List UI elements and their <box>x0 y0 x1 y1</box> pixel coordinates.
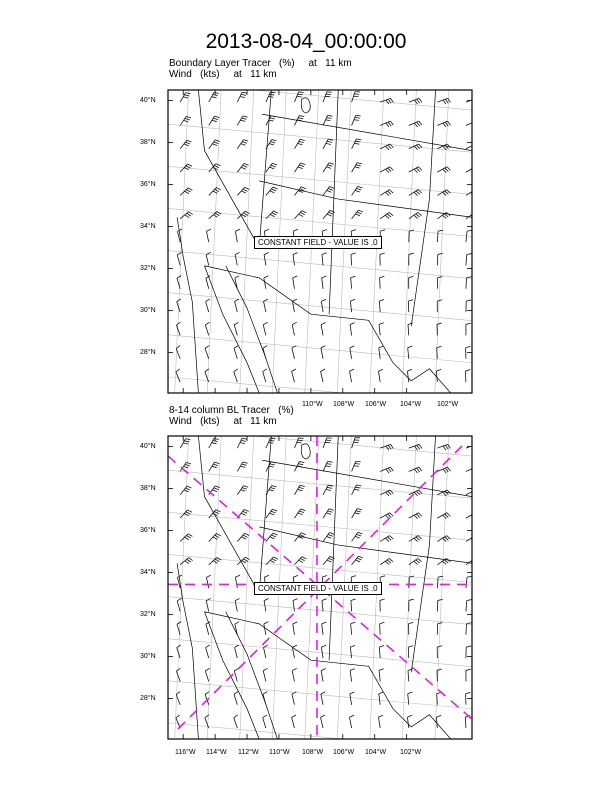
wind-barb <box>323 533 334 542</box>
wind-barb <box>264 299 268 312</box>
wind-barb <box>292 668 296 681</box>
wind-barb <box>380 253 385 265</box>
wind-barb <box>294 438 303 448</box>
wind-barb <box>323 509 334 518</box>
wind-barb <box>266 187 278 195</box>
panel2-lat-label: 28°N <box>140 695 156 702</box>
panel2-lon-label: 116°W <box>175 749 196 756</box>
wind-barb <box>209 140 220 149</box>
panel1-lon-label: 106°W <box>365 401 387 408</box>
graticule-lat-line <box>168 335 472 363</box>
wind-barb <box>263 369 267 382</box>
graticule-lat-line <box>168 723 472 751</box>
wind-barb <box>350 323 355 336</box>
wind-barb <box>237 187 249 195</box>
panel1-lat-label: 36°N <box>140 181 156 188</box>
wind-barb <box>465 370 470 383</box>
wind-barb <box>378 715 383 728</box>
panel2-lon-label: 102°W <box>400 749 422 756</box>
panel1-constant-field-notice: CONSTANT FIELD - VALUE IS .0 <box>254 236 382 249</box>
panel2-lon-label: 114°W <box>206 749 227 756</box>
wind-barb <box>292 299 297 312</box>
wind-barb <box>409 444 422 450</box>
graticule-lat-line <box>168 428 472 456</box>
wind-barb <box>264 599 269 612</box>
map-border-line <box>204 612 450 739</box>
map-border-line <box>204 266 259 393</box>
wind-barb <box>380 98 393 104</box>
panel1-wind-label: Wind (kts) at 11 km <box>169 69 277 80</box>
wind-barb <box>293 253 298 266</box>
panel2-lat-label: 40°N <box>140 443 156 450</box>
map-border-line <box>204 266 450 393</box>
panel2-constant-field-notice: CONSTANT FIELD - VALUE IS .0 <box>254 582 382 595</box>
wind-barb <box>380 558 393 564</box>
wind-barb <box>292 715 296 728</box>
wind-barb <box>209 534 221 542</box>
wind-barb <box>322 253 327 266</box>
wind-barb <box>437 646 442 658</box>
wind-barb <box>266 533 278 541</box>
wind-barb <box>321 299 326 312</box>
wind-barb <box>352 115 361 125</box>
wind-barb <box>350 715 354 728</box>
wind-barb <box>352 438 360 448</box>
graticule-lat-line <box>168 681 472 709</box>
panel2-lon-label: 106°W <box>333 749 355 756</box>
wind-barb <box>408 669 413 682</box>
wind-barb <box>437 513 450 519</box>
wind-barb <box>266 462 276 472</box>
wind-barb <box>351 622 356 635</box>
lake-outline <box>301 98 310 113</box>
panel1-lat-label: 28°N <box>140 349 156 356</box>
wind-barb <box>323 461 332 471</box>
wind-barb <box>379 346 384 359</box>
wind-barb <box>180 439 190 449</box>
lake-outline <box>301 444 310 459</box>
wind-barb <box>380 622 385 635</box>
wind-barb <box>292 369 296 382</box>
wind-barb <box>234 715 238 728</box>
panel1-lat-label: 32°N <box>140 265 156 272</box>
panel2-lon-label: 110°W <box>269 749 290 756</box>
wind-barb <box>409 536 422 542</box>
wind-barb <box>237 462 247 472</box>
wind-barb <box>466 600 472 612</box>
wind-barb <box>234 322 238 335</box>
wind-barb <box>436 715 441 728</box>
graticule-lat-line <box>168 293 472 321</box>
panel1-lat-label: 34°N <box>140 223 156 230</box>
map-border-line <box>329 436 338 660</box>
wind-barb <box>234 346 238 359</box>
wind-barb <box>209 462 220 471</box>
wind-barb <box>436 369 441 382</box>
wind-barb <box>352 163 362 173</box>
wind-barb <box>408 300 413 312</box>
wind-barb <box>294 163 305 172</box>
wind-barb <box>206 276 210 289</box>
wind-barb <box>176 715 180 728</box>
wind-barb <box>237 163 248 172</box>
wind-barb <box>350 645 355 658</box>
wind-barb <box>263 322 267 335</box>
wind-barb <box>235 252 239 265</box>
graticule-lon-line <box>207 90 221 393</box>
wind-barb <box>180 534 192 542</box>
wind-barb <box>293 622 298 635</box>
wind-barb <box>437 346 442 359</box>
wind-barb <box>409 167 422 173</box>
wind-barb <box>234 369 238 382</box>
panel2-lat-label: 32°N <box>140 611 156 618</box>
wind-barb <box>409 98 422 104</box>
wind-barb <box>321 645 326 658</box>
wind-barb <box>352 186 363 195</box>
wind-barb <box>180 188 192 196</box>
graticule-lon-line <box>240 436 254 739</box>
wind-barb <box>322 622 327 635</box>
wind-barb <box>177 622 181 635</box>
panel1-lon-label: 110°W <box>302 401 323 408</box>
wind-barb <box>321 692 325 705</box>
wind-barb <box>437 599 442 611</box>
wind-barb <box>180 116 191 125</box>
map-border-line <box>259 90 271 248</box>
wind-barb <box>209 438 219 448</box>
wind-barb <box>350 669 355 682</box>
wind-barb <box>380 536 393 542</box>
wind-barb <box>466 254 472 266</box>
wind-barb <box>294 116 304 126</box>
wind-barb <box>209 116 220 125</box>
wind-barb <box>177 276 181 289</box>
wind-barb <box>294 139 304 149</box>
wind-barb <box>235 622 239 635</box>
wind-barb <box>409 513 422 519</box>
panel1-lat-label: 40°N <box>140 97 156 104</box>
plot-title: 2013-08-04_00:00:00 <box>205 30 407 53</box>
wind-barb <box>294 92 303 102</box>
wind-barb <box>206 645 210 658</box>
wind-barb <box>176 369 180 382</box>
wind-barb <box>266 163 277 172</box>
map-border-line <box>262 460 472 496</box>
wind-barb <box>409 253 414 265</box>
wind-barb <box>350 299 355 312</box>
wind-barb <box>234 692 238 705</box>
wind-barb <box>294 462 304 472</box>
wind-barb <box>237 486 248 495</box>
map-border-line <box>259 436 271 594</box>
wind-barb <box>176 668 180 681</box>
wind-barb <box>323 139 333 149</box>
graticule-lat-line <box>168 124 472 152</box>
graticule-lat-line <box>168 82 472 110</box>
wind-barb <box>323 115 332 125</box>
wind-barb <box>209 92 219 102</box>
wind-barb <box>437 692 442 705</box>
wind-barb <box>266 509 277 518</box>
wind-barb <box>323 187 334 196</box>
wind-barb <box>437 300 442 312</box>
graticule-lon-line <box>207 436 221 739</box>
wind-barb <box>409 467 422 473</box>
wind-barb <box>237 438 247 448</box>
wind-barb <box>409 144 422 150</box>
wind-barb <box>321 322 326 335</box>
wind-barb <box>379 299 384 312</box>
wind-barb <box>379 669 384 682</box>
wind-barb <box>294 485 304 495</box>
wind-barb <box>294 509 305 518</box>
wind-barb <box>180 212 193 219</box>
wind-barb <box>176 322 180 335</box>
panel2-lat-label: 38°N <box>140 485 156 492</box>
wind-barb <box>234 668 238 681</box>
wind-barb <box>263 715 267 728</box>
panel1-lon-label: 108°W <box>333 401 355 408</box>
wind-barb <box>407 369 412 382</box>
wind-barb <box>380 276 385 289</box>
graticule-lat-line <box>168 470 472 498</box>
wind-barb <box>322 276 327 289</box>
map-border-line <box>259 527 472 563</box>
wind-barb <box>294 211 306 219</box>
wind-barb <box>437 167 450 173</box>
wind-barb <box>180 93 190 103</box>
wind-barb <box>379 323 384 336</box>
wind-barb <box>437 121 450 127</box>
wind-barb <box>321 715 325 728</box>
wind-barb <box>264 645 268 658</box>
panel2-lat-label: 30°N <box>140 653 156 660</box>
wind-barb <box>352 210 363 219</box>
panel2-lat-label: 34°N <box>140 569 156 576</box>
panel1-lat-label: 30°N <box>140 307 156 314</box>
wind-barb <box>263 668 267 681</box>
wind-barb <box>352 532 363 541</box>
wind-barb <box>292 692 296 705</box>
wind-barb <box>235 229 240 242</box>
wind-barb <box>380 190 393 196</box>
wind-barb <box>206 575 210 588</box>
wind-barb <box>352 556 363 565</box>
wind-barb <box>380 212 393 218</box>
wind-barb <box>407 715 412 728</box>
map-border-line <box>259 181 472 217</box>
wind-barb <box>351 276 356 289</box>
wind-barb <box>292 645 297 658</box>
wind-barb <box>408 646 413 658</box>
wind-barb <box>294 557 306 565</box>
wind-barb <box>237 92 247 102</box>
wind-barb <box>321 346 325 359</box>
panel2-field-label: 8-14 column BL Tracer (%) <box>169 405 294 416</box>
wind-barb <box>235 299 239 312</box>
wind-barb <box>206 229 210 242</box>
wind-barb <box>380 444 393 450</box>
wind-barb <box>352 139 362 149</box>
wind-barb <box>409 121 422 127</box>
panel2-lon-label: 104°W <box>365 749 387 756</box>
wind-barb <box>237 533 249 541</box>
panel1-lat-label: 38°N <box>140 139 156 146</box>
wind-barb <box>437 253 442 265</box>
wind-barb <box>352 485 362 495</box>
wind-barb <box>237 140 248 149</box>
wind-barb <box>322 599 327 612</box>
wind-barb <box>408 323 413 336</box>
wind-barb <box>351 599 356 612</box>
wind-barb <box>321 369 325 382</box>
wind-barb <box>235 575 240 588</box>
wind-barb <box>292 322 296 335</box>
wind-barb <box>466 323 471 335</box>
wind-barb <box>205 668 209 681</box>
map-border-line <box>262 114 472 150</box>
wind-barb <box>209 188 221 196</box>
wind-barb <box>293 276 298 289</box>
wind-barb <box>235 645 239 658</box>
wind-barb <box>237 116 247 126</box>
wind-barb <box>466 669 471 681</box>
wind-barb <box>180 558 193 565</box>
wind-barb <box>293 599 298 612</box>
wind-barb <box>235 276 239 289</box>
panel2-lon-label: 112°W <box>238 749 259 756</box>
wind-barb <box>350 692 355 705</box>
wind-barb <box>205 322 209 335</box>
wind-barb <box>180 510 192 518</box>
wind-barb <box>350 369 354 382</box>
wind-barb <box>235 598 239 611</box>
panel2-lat-label: 36°N <box>140 527 156 534</box>
wind-barb <box>323 485 333 495</box>
wind-barb <box>380 167 393 173</box>
wind-barb <box>206 299 210 312</box>
wind-barb <box>378 369 383 382</box>
wind-barb <box>206 622 210 635</box>
wind-barb <box>351 253 356 266</box>
graticule-lon-line <box>175 90 189 393</box>
wind-barb <box>352 92 360 102</box>
panel2-wind-label: Wind (kts) at 11 km <box>169 416 277 427</box>
panel1-lon-label: 102°W <box>437 401 459 408</box>
graticule-lon-line <box>240 90 254 393</box>
wind-barb <box>266 116 276 126</box>
map-border-line <box>329 90 338 314</box>
map-border-line <box>177 217 198 393</box>
wind-barb <box>409 599 414 611</box>
wind-barb <box>380 513 393 519</box>
wind-barb <box>379 645 384 658</box>
wind-barb <box>292 346 296 359</box>
wind-barb <box>409 622 414 634</box>
graticule-lon-line <box>175 436 189 739</box>
wind-barb <box>380 599 385 611</box>
wind-barb <box>437 467 450 473</box>
wind-barb <box>350 346 355 359</box>
wind-barb <box>409 276 414 288</box>
wind-barb <box>323 163 334 172</box>
wind-barb <box>409 490 422 496</box>
panel1-lon-label: 104°W <box>400 401 422 408</box>
wind-barb <box>379 692 384 705</box>
graticule-lat-line <box>168 639 472 667</box>
panel2-lon-label: 108°W <box>302 749 324 756</box>
wind-barb <box>409 190 422 196</box>
wind-barb <box>180 164 192 172</box>
wind-barb <box>264 253 269 266</box>
wind-barb <box>321 668 326 681</box>
wind-barb <box>352 509 362 519</box>
wind-barb <box>352 461 361 471</box>
panel1-field-label: Boundary Layer Tracer (%) at 11 km <box>169 58 352 69</box>
